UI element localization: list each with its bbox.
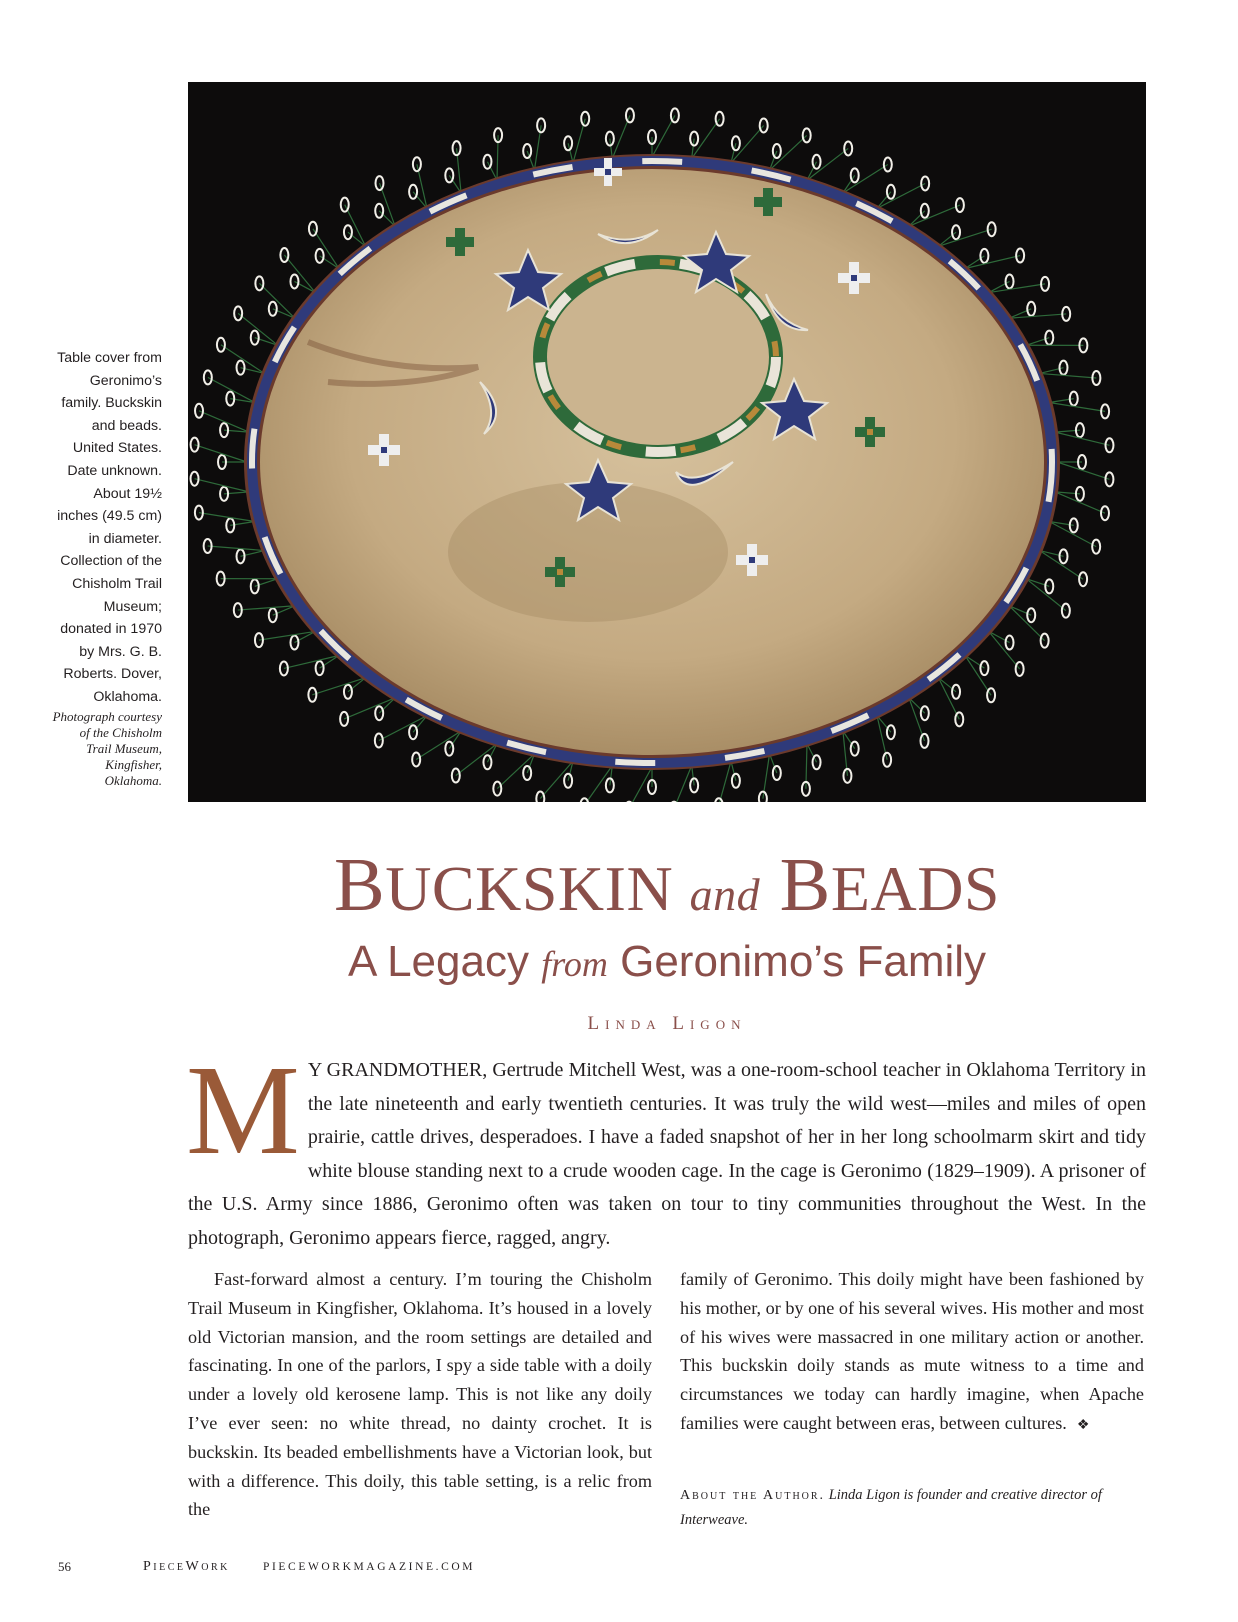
title-word-beads: EADS xyxy=(830,853,1000,924)
caption-line: donated in 1970 xyxy=(60,621,162,638)
caption-line: About 19½ xyxy=(93,485,162,502)
photo-caption xyxy=(40,347,162,789)
credit-line: Kingfisher, xyxy=(105,756,162,772)
caption-line: in diameter. xyxy=(88,530,162,547)
title-word-buckskin: UCKSKIN xyxy=(385,853,690,924)
subtitle-from: from xyxy=(541,944,608,984)
photo-credit xyxy=(40,709,162,789)
caption-line: Date unknown. xyxy=(67,462,162,479)
title-initial-b-2: B xyxy=(760,843,831,927)
credit-line: of the Chisholm xyxy=(79,724,162,740)
caption-line: family. Buckskin xyxy=(61,395,162,412)
about-label: About the Author. xyxy=(680,1488,826,1503)
article-subtitle xyxy=(188,934,1146,992)
title-word-and: and xyxy=(689,869,761,920)
caption-line: and beads. xyxy=(91,417,162,434)
intro-paragraph xyxy=(186,1039,1146,1255)
credit-line: Photograph courtesy xyxy=(52,708,162,724)
subtitle-part-1: A Legacy xyxy=(347,937,542,986)
publication-name: PieceWork xyxy=(143,1559,230,1574)
end-mark-icon: ❖ xyxy=(1076,1417,1090,1433)
caption-line: Roberts. Dover, xyxy=(63,666,162,683)
doily-photo xyxy=(188,82,1146,802)
caption-line: inches (49.5 cm) xyxy=(57,508,162,525)
caption-line: Oklahoma. xyxy=(93,688,162,705)
body-column-2-text: family of Geronimo. This doily might have been fashioned by his mother, or by one of his several wives. His mother and most of his wives were massacred in one military action or another. This buckskin doily stands as mute witness to a time and circumstances we today can hardly imagine, when Apache families were caught between eras, between cultures. xyxy=(680,1269,1144,1433)
article-title xyxy=(188,843,1146,932)
subtitle-part-2: Geronimo’s Family xyxy=(607,937,987,986)
credit-line: Trail Museum, xyxy=(86,740,162,756)
body-column-2 xyxy=(680,1265,1144,1441)
caption-line: by Mrs. G. B. xyxy=(79,643,162,660)
caption-line: Collection of the xyxy=(60,553,162,570)
caption-text xyxy=(40,347,162,709)
credit-line: Oklahoma. xyxy=(104,772,162,788)
website-url: PIECEWORKMAGAZINE.COM xyxy=(263,1561,476,1573)
about-the-author xyxy=(680,1483,1146,1532)
body-column-1: Fast-forward almost a century. I’m touring the Chisholm Trail Museum in Kingfisher, Oklahoma. It’s housed in a lovely old Victorian mansion, and the room settings are detailed and fascinating. In one of the parlors, I spy a side table with a doily under a lovely old kerosene lamp. This is not like any doily I’ve ever seen: no white thread, no dainty crochet. It is buckskin. Its beaded embellishments have a Victorian look, but with a difference. This doily, this table setting, is a relic from the xyxy=(188,1269,652,1520)
author-byline: Linda Ligon xyxy=(587,1013,747,1034)
caption-line: Table cover from xyxy=(57,350,162,366)
caption-line: Museum; xyxy=(103,598,162,615)
about-text: Linda Ligon is founder and creative director of Interweave. xyxy=(680,1487,1102,1528)
intro-text: Y GRANDMOTHER, Gertrude Mitchell West, was a one-room-school teacher in Oklahoma Territory in the late nineteenth and early twentieth centuries. It was truly the wild west—miles and miles of open prairie, cattle drives, desperadoes. I have a faded snapshot of her in her long schoolmarm skirt and tidy white blouse standing next to a crude wooden cage. In the cage is Geronimo (1829–1909). A prisoner of the U.S. Army since 1886, Geronimo often was taken on tour to tiny communities throughout the West. In the photograph, Geronimo appears fierce, ragged, angry. xyxy=(188,1059,1146,1249)
drop-cap: M xyxy=(186,1039,300,1181)
page-number: 56 xyxy=(58,1559,71,1574)
caption-line: United States. xyxy=(72,440,162,457)
caption-line: Geronimo’s xyxy=(89,372,162,389)
page-footer xyxy=(0,1559,1238,1579)
caption-line: Chisholm Trail xyxy=(72,575,162,592)
beaded-doily-illustration xyxy=(188,82,1146,802)
title-initial-b: B xyxy=(334,843,386,927)
